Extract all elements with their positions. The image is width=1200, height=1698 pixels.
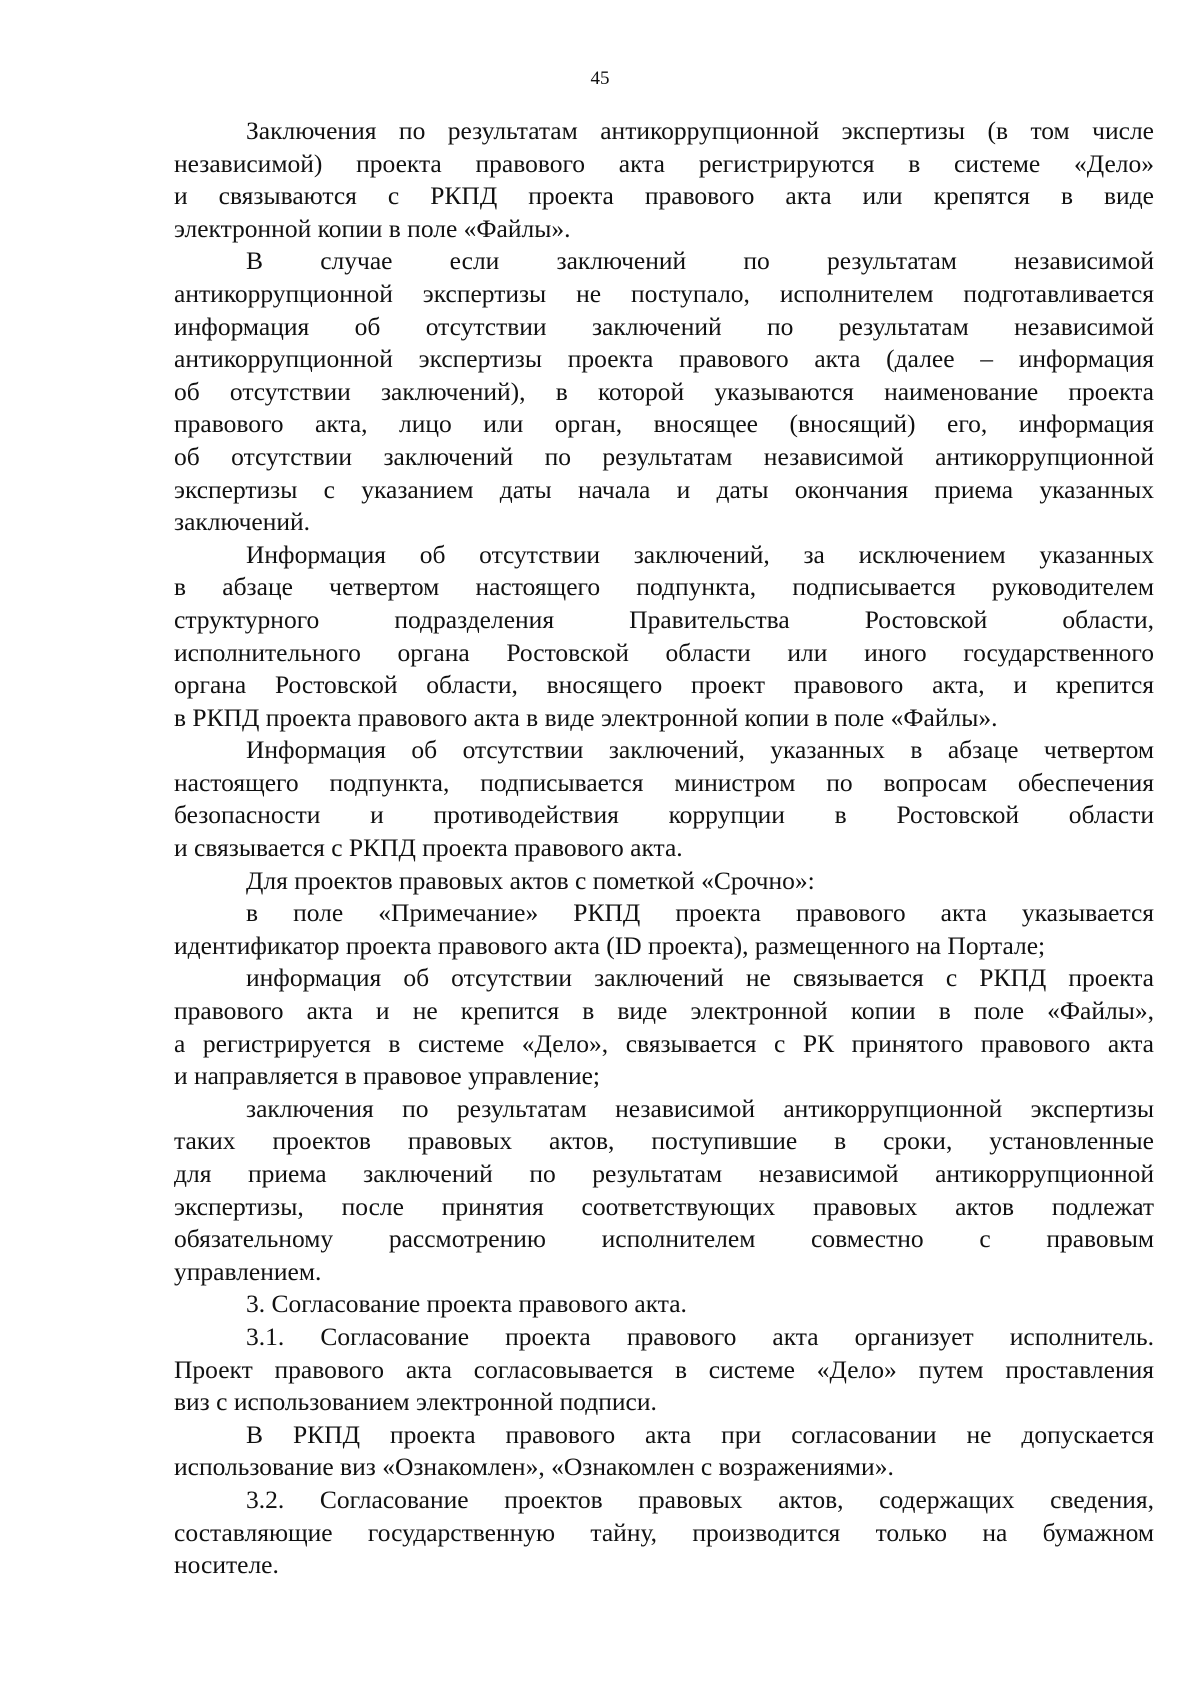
text-line: информация об отсутствии заключений по результатам независимой xyxy=(174,311,1154,341)
text-line: 3.1. Согласование проекта правового акта организует исполнитель. xyxy=(246,1321,1154,1351)
paragraph xyxy=(174,1321,1154,1419)
text-line: Информация об отсутствии заключений, указанных в абзаце четвертом xyxy=(246,735,1154,765)
paragraph xyxy=(174,539,1154,735)
text-line: информация об отсутствии заключений не связывается с РКПД проекта xyxy=(246,963,1154,993)
paragraph xyxy=(174,1093,1154,1289)
text-line: управлением. xyxy=(174,1256,322,1286)
text-line: экспертизы, после принятия соответствующих правовых актов подлежат xyxy=(174,1191,1154,1221)
text-line: Заключения по результатам антикоррупционной экспертизы (в том числе xyxy=(246,116,1154,145)
text-line: безопасности и противодействия коррупции в Ростовской области xyxy=(174,800,1154,830)
text-line: независимой) проекта правового акта регистрируются в системе «Дело» xyxy=(174,148,1154,178)
text-line: составляющие государственную тайну, производится только на бумажном xyxy=(174,1517,1154,1547)
text-line: настоящего подпункта, подписывается министром по вопросам обеспечения xyxy=(174,767,1154,797)
paragraph xyxy=(174,115,1154,245)
text-line: Информация об отсутствии заключений, за исключением указанных xyxy=(246,539,1154,569)
text-line: обязательному рассмотрению исполнителем совместно с правовым xyxy=(174,1224,1154,1254)
text-line: правового акта и не крепится в виде электронной копии в поле «Файлы», xyxy=(174,996,1154,1026)
text-line: в поле «Примечание» РКПД проекта правового акта указывается xyxy=(246,898,1154,928)
text-line: и связывается с РКПД проекта правового акта. xyxy=(174,833,683,863)
text-line: Для проектов правовых актов с пометкой «Срочно»: xyxy=(246,865,815,895)
text-line: идентификатор проекта правового акта (ID проекта), размещенного на Портале; xyxy=(174,930,1046,960)
text-line: для приема заключений по результатам независимой антикоррупционной xyxy=(174,1159,1154,1188)
paragraph xyxy=(174,865,1154,898)
text-line: экспертизы с указанием даты начала и даты окончания приема указанных xyxy=(174,474,1154,504)
text-line: и связываются с РКПД проекта правового акта или крепятся в виде xyxy=(174,181,1154,211)
text-line: органа Ростовской области, вносящего проект правового акта, и крепится xyxy=(174,670,1154,700)
paragraph xyxy=(174,962,1154,1092)
text-line: таких проектов правовых актов, поступившие в сроки, установленные xyxy=(174,1126,1154,1156)
text-line: использование виз «Ознакомлен», «Ознакомлен с возражениями». xyxy=(174,1452,894,1482)
paragraph xyxy=(174,1419,1154,1484)
paragraph xyxy=(174,1484,1154,1582)
text-line: в РКПД проекта правового акта в виде электронной копии в поле «Файлы». xyxy=(174,702,998,732)
paragraph xyxy=(174,734,1154,864)
text-line: В случае если заключений по результатам независимой xyxy=(246,246,1154,276)
text-line: электронной копии в поле «Файлы». xyxy=(174,213,571,243)
text-line: а регистрируется в системе «Дело», связывается с РК принятого правового акта xyxy=(174,1028,1154,1058)
page-number: 45 xyxy=(590,68,610,89)
text-line: носителе. xyxy=(174,1550,279,1580)
text-line: антикоррупционной экспертизы проекта правового акта (далее – информация xyxy=(174,344,1154,374)
paragraph xyxy=(174,897,1154,962)
paragraph xyxy=(174,1288,1154,1321)
text-line: виз с использованием электронной подписи. xyxy=(174,1387,657,1417)
text-line: 3.2. Согласование проектов правовых актов, содержащих сведения, xyxy=(246,1484,1154,1514)
text-line: заключений. xyxy=(174,507,311,537)
text-line: Проект правового акта согласовывается в системе «Дело» путем проставления xyxy=(174,1354,1154,1384)
text-line: исполнительного органа Ростовской области или иного государственного xyxy=(174,637,1154,667)
text-line: заключения по результатам независимой антикоррупционной экспертизы xyxy=(246,1093,1154,1123)
text-line: правового акта, лицо или орган, вносящее (вносящий) его, информация xyxy=(174,409,1154,439)
text-line: В РКПД проекта правового акта при согласовании не допускается xyxy=(246,1419,1154,1449)
text-line: 3. Согласование проекта правового акта. xyxy=(246,1289,687,1319)
text-line: в абзаце четвертом настоящего подпункта, подписывается руководителем xyxy=(174,572,1154,602)
text-line: структурного подразделения Правительства Ростовской области, xyxy=(174,604,1154,634)
text-line: и направляется в правовое управление; xyxy=(174,1061,600,1091)
document-body xyxy=(174,115,1154,1582)
text-line: об отсутствии заключений), в которой указываются наименование проекта xyxy=(174,376,1154,406)
text-line: антикоррупционной экспертизы не поступало, исполнителем подготавливается xyxy=(174,278,1154,308)
paragraph xyxy=(174,245,1154,538)
text-line: об отсутствии заключений по результатам независимой антикоррупционной xyxy=(174,441,1154,471)
